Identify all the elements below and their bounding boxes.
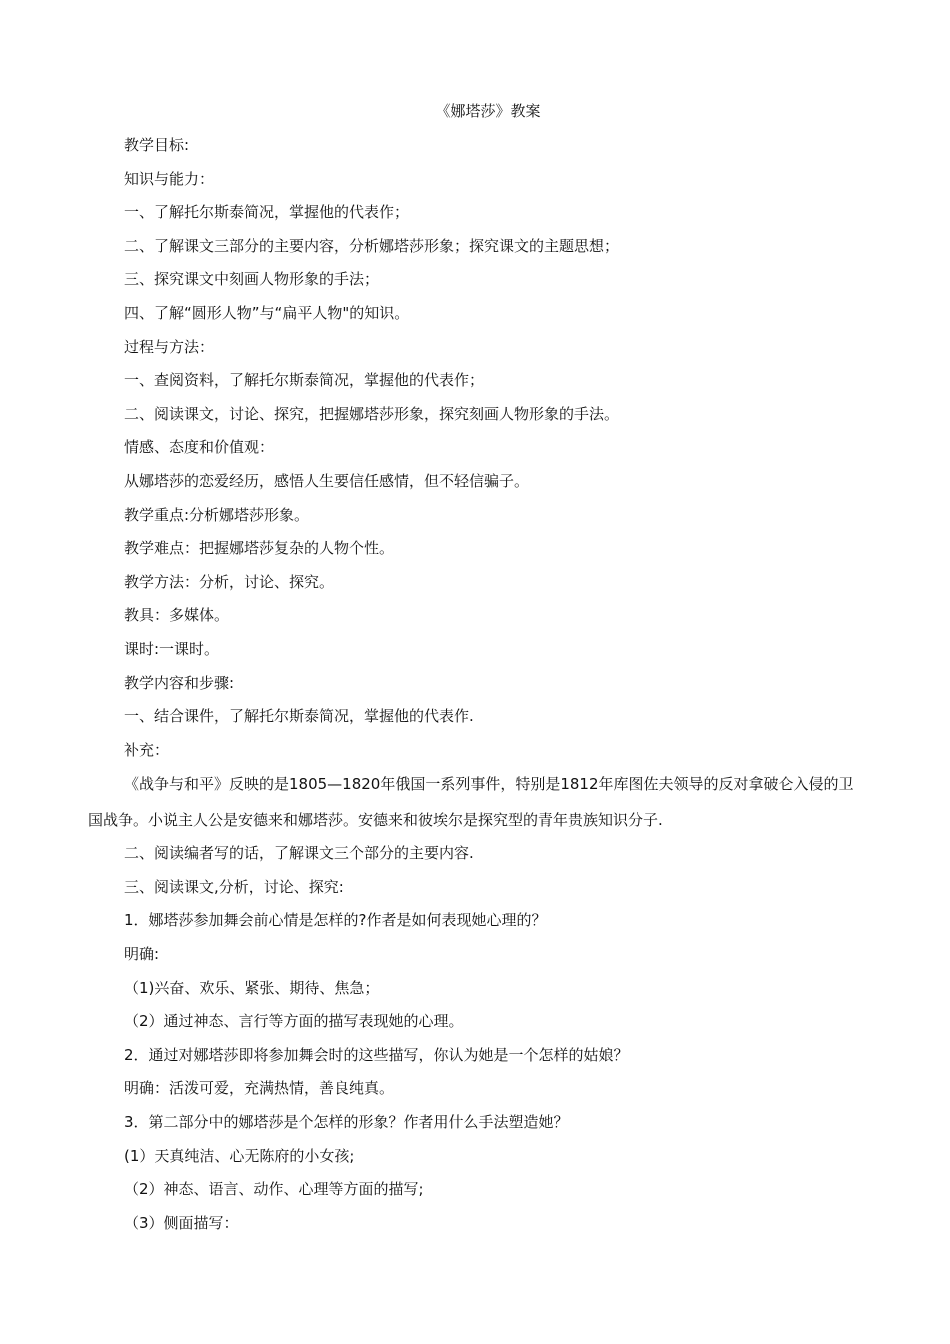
text-line: 四、了解“圆形人物”与“扁平人物"的知识。	[124, 303, 410, 322]
text-line: 教学方法：分析，讨论、探究。	[124, 572, 335, 591]
text-line: （2）神态、语言、动作、心理等方面的描写;	[124, 1180, 424, 1199]
text-line: 二、阅读课文，讨论、探究，把握娜塔莎形象，探究刻画人物形象的手法。	[124, 404, 620, 423]
text-line: 一、查阅资料，了解托尔斯泰简况，掌握他的代表作；	[124, 371, 485, 390]
text-line: 二、阅读编者写的话，了解课文三个部分的主要内容.	[124, 844, 474, 863]
paragraph-war-and-peace: 《战争与和平》反映的是1805—1820年俄国一系列事件，特别是1812年库图佐夫领导的反对拿破仑入侵的卫国战争。小说主人公是安德来和娜塔莎。安德来和彼埃尔是探究型的青年贵族知识分子.	[88, 775, 854, 830]
text-line: 3．第二部分中的娜塔莎是个怎样的形象？作者用什么手法塑造她？	[124, 1113, 569, 1132]
text-line: 三、阅读课文,分析，讨论、探究:	[124, 877, 344, 896]
text-line: 教学内容和步骤:	[124, 673, 235, 692]
text-line: 知识与能力：	[124, 169, 215, 188]
text-line: 一、了解托尔斯泰简况，掌握他的代表作；	[124, 203, 410, 222]
text-line: 教学目标:	[124, 136, 190, 154]
text-line: 教具：多媒体。	[124, 606, 230, 625]
text-line: 教学重点:分析娜塔莎形象。	[124, 505, 310, 524]
text-line: 2．通过对娜塔莎即将参加舞会时的这些描写，你认为她是一个怎样的姑娘？	[124, 1045, 629, 1064]
text-line: 明确:	[124, 945, 160, 964]
text-line: 补充：	[124, 740, 170, 759]
text-line: (1）天真纯洁、心无陈府的小女孩;	[124, 1146, 355, 1165]
text-line: 情感、态度和价值观：	[124, 438, 275, 457]
text-line: 三、探究课文中刻画人物形象的手法；	[124, 270, 380, 289]
text-line: 从娜塔莎的恋爱经历，感悟人生要信任感情，但不轻信骗子。	[124, 471, 530, 490]
text-line: 明确：活泼可爱，充满热情，善良纯真。	[124, 1079, 395, 1098]
text-line: （2）通过神态、言行等方面的描写表现她的心理。	[124, 1012, 464, 1031]
text-line: 教学难点：把握娜塔莎复杂的人物个性。	[124, 539, 395, 558]
text-line: 1．娜塔莎参加舞会前心情是怎样的?作者是如何表现她心理的？	[124, 911, 547, 930]
document-body	[88, 134, 869, 1245]
text-line: 过程与方法：	[124, 337, 215, 356]
text-line: 一、结合课件，了解托尔斯泰简况，掌握他的代表作.	[124, 707, 474, 726]
text-line: （1)兴奋、欢乐、紧张、期待、焦急；	[124, 978, 380, 997]
text-line: 二、了解课文三部分的主要内容，分析娜塔莎形象；探究课文的主题思想；	[124, 236, 620, 255]
text-line: （3）侧面描写：	[124, 1213, 239, 1232]
text-line: 课时:一课时。	[124, 639, 220, 658]
document-title: 《娜塔莎》教案	[435, 102, 541, 120]
